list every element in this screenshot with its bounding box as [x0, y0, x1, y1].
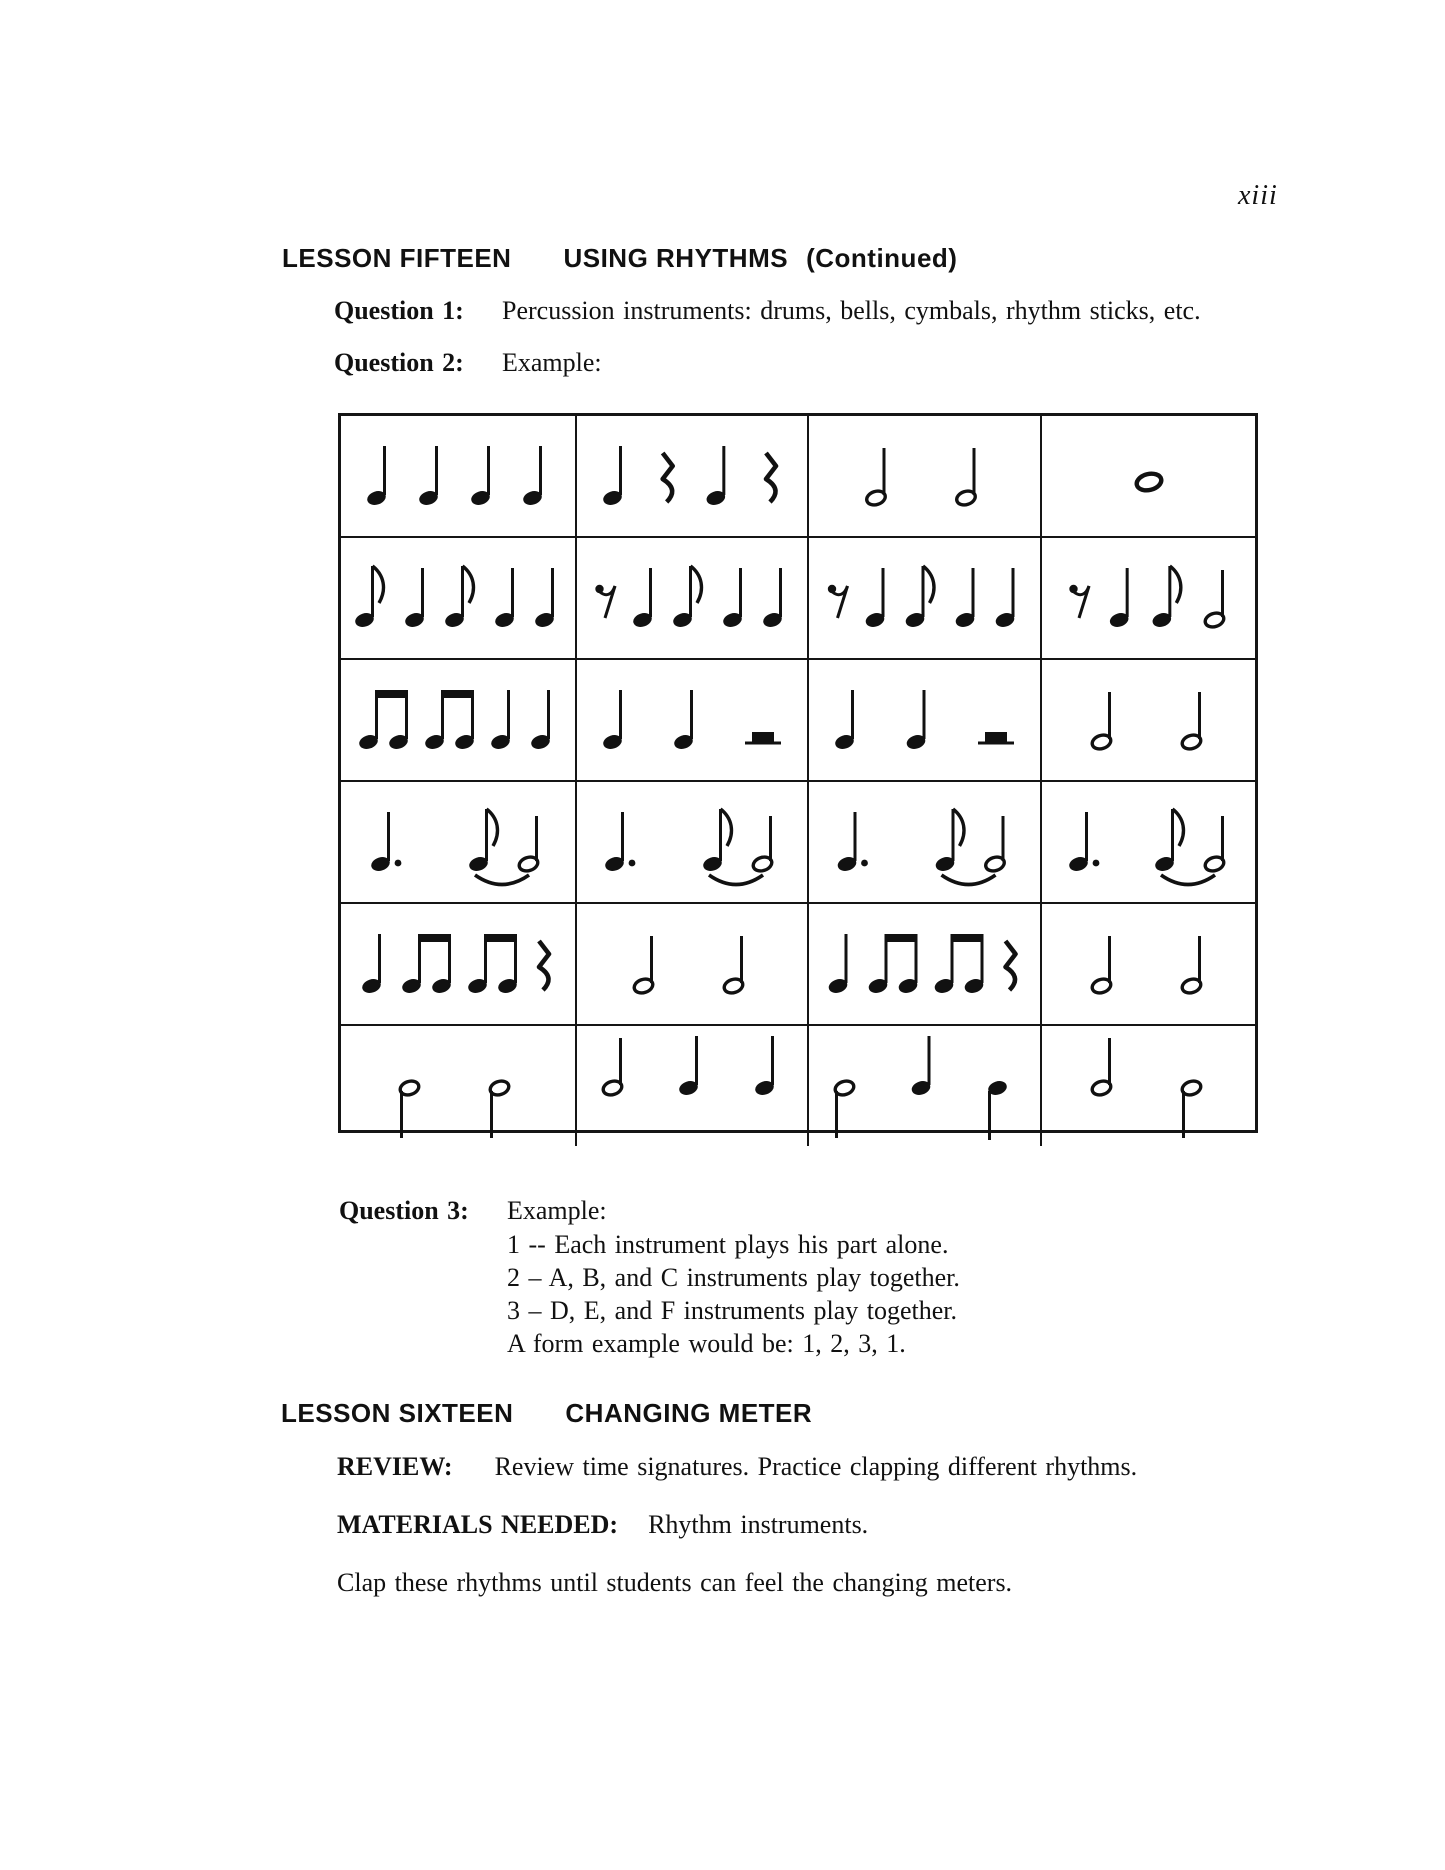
rhythm-notation-r6c3: [812, 1026, 1037, 1146]
q3-item-3: 3 – D, E, and F instruments play together.: [507, 1296, 958, 1325]
question-1-label: Question 1:: [334, 296, 464, 325]
rhythm-notation-r4c3: [812, 782, 1037, 902]
rhythm-notation-r1c1: [344, 416, 572, 536]
q3-item-1: 1 -- Each instrument plays his part alone.: [507, 1230, 949, 1259]
question-3-label: Question 3:: [339, 1196, 469, 1225]
rhythm-notation-r6c2: [580, 1026, 804, 1146]
rhythm-cell-r4c4: [1042, 782, 1258, 904]
materials-label: MATERIALS NEEDED:: [337, 1510, 619, 1539]
lesson15-title: LESSON FIFTEEN: [282, 243, 512, 273]
rhythm-notation-r3c3: [812, 660, 1037, 780]
rhythm-notation-r4c2: [580, 782, 804, 902]
rhythm-cell-r1c1: [341, 416, 577, 538]
question-3-text: Example:: [507, 1196, 607, 1225]
lesson15-continued: (Continued): [806, 243, 958, 273]
rhythm-notation-r1c4: [1046, 416, 1254, 536]
rhythm-cell-r2c1: [341, 538, 577, 660]
materials-line: [337, 1510, 868, 1540]
rhythm-cell-r3c1: [341, 660, 577, 782]
rhythm-notation-r1c3: [812, 416, 1037, 536]
closing-instruction: Clap these rhythms until students can feel the changing meters.: [337, 1568, 1013, 1597]
rhythm-cell-r2c2: [577, 538, 809, 660]
rhythm-notation-r5c4: [1046, 904, 1254, 1024]
question-2-line: [334, 348, 602, 378]
rhythm-notation-r6c4: [1046, 1026, 1254, 1146]
rhythm-notation-r2c2: [580, 538, 804, 658]
page-number: xiii: [1238, 180, 1278, 211]
rhythm-cell-r1c4: [1042, 416, 1258, 538]
rhythm-cell-r6c4: [1042, 1026, 1258, 1146]
question-2-label: Question 2:: [334, 348, 464, 377]
question-1-text: Percussion instruments: drums, bells, cymbals, rhythm sticks, etc.: [502, 296, 1201, 325]
rhythm-cell-r5c2: [577, 904, 809, 1026]
review-line: [337, 1452, 1137, 1482]
rhythm-cell-r2c3: [809, 538, 1042, 660]
rhythm-cell-r2c4: [1042, 538, 1258, 660]
rhythm-notation-r3c4: [1046, 660, 1254, 780]
rhythm-notation-r3c1: [344, 660, 572, 780]
q3-item-4: A form example would be: 1, 2, 3, 1.: [507, 1329, 906, 1358]
rhythm-notation-r3c2: [580, 660, 804, 780]
lesson16-title: LESSON SIXTEEN: [281, 1398, 514, 1428]
lesson15-heading: [282, 243, 957, 274]
review-text: Review time signatures. Practice clapping different rhythms.: [494, 1452, 1138, 1481]
review-label: REVIEW:: [337, 1452, 453, 1481]
rhythm-cell-r4c2: [577, 782, 809, 904]
rhythm-notation-r4c1: [344, 782, 572, 902]
rhythm-notation-r1c2: [580, 416, 804, 536]
rhythm-cell-r3c3: [809, 660, 1042, 782]
rhythm-cell-r1c2: [577, 416, 809, 538]
rhythm-cell-r1c3: [809, 416, 1042, 538]
question-2-text: Example:: [502, 348, 602, 377]
rhythm-cell-r6c2: [577, 1026, 809, 1146]
lesson16-heading: [281, 1398, 812, 1429]
rhythm-cell-r5c4: [1042, 904, 1258, 1026]
rhythm-notation-r5c3: [812, 904, 1037, 1024]
rhythm-notation-r2c4: [1046, 538, 1254, 658]
lesson16-subtitle: CHANGING METER: [565, 1398, 813, 1428]
rhythm-cell-r4c1: [341, 782, 577, 904]
rhythm-notation-r5c2: [580, 904, 804, 1024]
q3-item-2: 2 – A, B, and C instruments play together.: [507, 1263, 960, 1292]
rhythm-notation-r2c1: [344, 538, 572, 658]
rhythm-cell-r4c3: [809, 782, 1042, 904]
rhythm-cell-r5c3: [809, 904, 1042, 1026]
rhythm-cell-r3c4: [1042, 660, 1258, 782]
rhythm-grid: [338, 413, 1258, 1133]
question-1-line: [334, 296, 1201, 326]
lesson15-subtitle: USING RHYTHMS: [563, 243, 789, 273]
materials-text: Rhythm instruments.: [648, 1510, 869, 1539]
rhythm-notation-r4c4: [1046, 782, 1254, 902]
question-3-line: [339, 1196, 607, 1226]
rhythm-cell-r6c1: [341, 1026, 577, 1146]
question-3-items: [507, 1228, 960, 1360]
rhythm-cell-r6c3: [809, 1026, 1042, 1146]
rhythm-cell-r3c2: [577, 660, 809, 782]
rhythm-notation-r6c1: [344, 1026, 572, 1146]
rhythm-cell-r5c1: [341, 904, 577, 1026]
rhythm-notation-r5c1: [344, 904, 572, 1024]
rhythm-notation-r2c3: [812, 538, 1037, 658]
